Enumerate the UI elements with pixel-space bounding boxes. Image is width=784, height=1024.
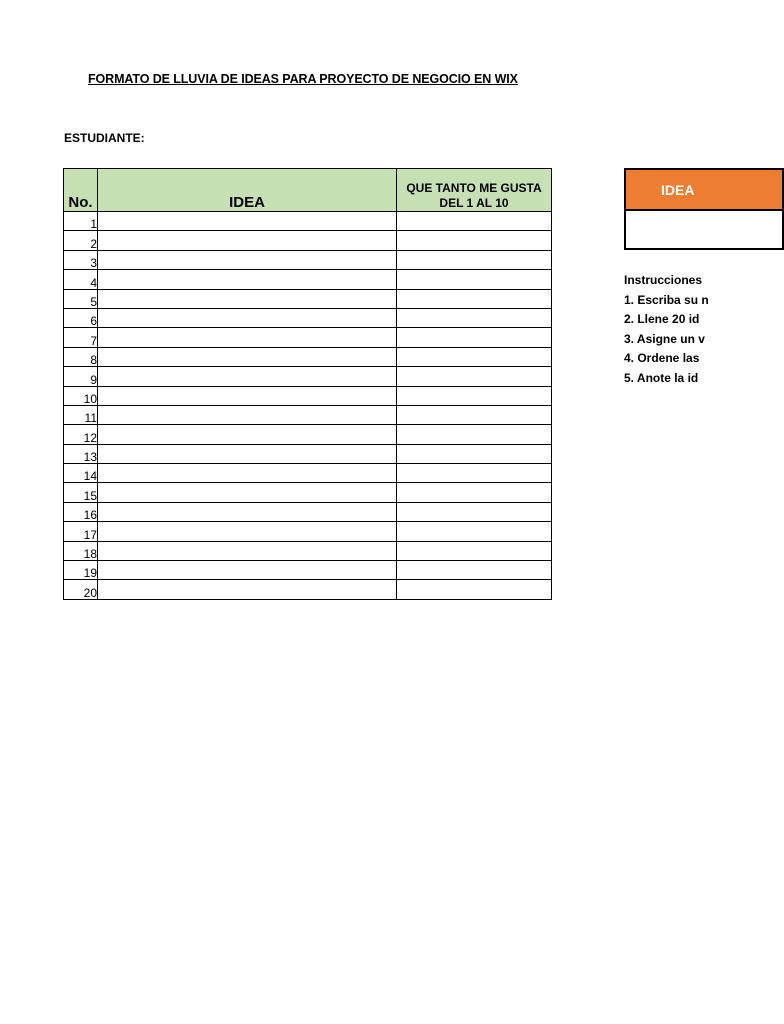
- table-row: [64, 405, 552, 424]
- document-title: FORMATO DE LLUVIA DE IDEAS PARA PROYECTO DE NEGOCIO EN WIX: [88, 72, 518, 86]
- rating-cell[interactable]: [397, 270, 552, 289]
- idea-cell[interactable]: [98, 308, 397, 327]
- idea-cell[interactable]: [98, 580, 397, 599]
- instructions: [624, 272, 709, 389]
- row-number: 12: [64, 425, 98, 444]
- table-row: [64, 444, 552, 463]
- side-idea-box: [624, 168, 784, 250]
- row-number: 7: [64, 328, 98, 347]
- side-idea-header: IDEA: [626, 170, 782, 211]
- row-number: 18: [64, 541, 98, 560]
- side-idea-value[interactable]: [626, 211, 782, 248]
- idea-cell[interactable]: [98, 270, 397, 289]
- table-row: [64, 289, 552, 308]
- instructions-heading: Instrucciones: [624, 273, 703, 287]
- side-panel: [624, 0, 709, 1024]
- table-row: [64, 250, 552, 269]
- rating-cell[interactable]: [397, 308, 552, 327]
- row-number: 3: [64, 250, 98, 269]
- rating-cell[interactable]: [397, 231, 552, 250]
- idea-cell[interactable]: [98, 444, 397, 463]
- rating-cell[interactable]: [397, 367, 552, 386]
- table-row: [64, 386, 552, 405]
- table-row: [64, 502, 552, 521]
- row-number: 10: [64, 386, 98, 405]
- rating-cell[interactable]: [397, 444, 552, 463]
- rating-cell[interactable]: [397, 483, 552, 502]
- table-row: [64, 483, 552, 502]
- idea-cell[interactable]: [98, 289, 397, 308]
- rating-cell[interactable]: [397, 580, 552, 599]
- idea-cell[interactable]: [98, 561, 397, 580]
- rating-cell[interactable]: [397, 561, 552, 580]
- row-number: 16: [64, 502, 98, 521]
- student-label: ESTUDIANTE:: [64, 131, 145, 145]
- idea-cell[interactable]: [98, 464, 397, 483]
- instruction-step: 4. Ordene las: [624, 351, 700, 366]
- rating-cell[interactable]: [397, 541, 552, 560]
- row-number: 4: [64, 270, 98, 289]
- rating-cell[interactable]: [397, 522, 552, 541]
- instruction-step: 5. Anote la id: [624, 370, 699, 385]
- table-row: [64, 425, 552, 444]
- row-number: 2: [64, 231, 98, 250]
- table-row: [64, 212, 552, 231]
- rating-cell[interactable]: [397, 425, 552, 444]
- header-rating-line2: DEL 1 AL 10: [439, 196, 509, 210]
- idea-cell[interactable]: [98, 250, 397, 269]
- idea-cell[interactable]: [98, 483, 397, 502]
- idea-cell[interactable]: [98, 502, 397, 521]
- rating-cell[interactable]: [397, 347, 552, 366]
- header-rating: [397, 169, 552, 212]
- idea-cell[interactable]: [98, 405, 397, 424]
- row-number: 19: [64, 561, 98, 580]
- idea-cell[interactable]: [98, 425, 397, 444]
- row-number: 11: [64, 405, 98, 424]
- idea-cell[interactable]: [98, 212, 397, 231]
- row-number: 6: [64, 308, 98, 327]
- table-row: [64, 541, 552, 560]
- idea-cell[interactable]: [98, 347, 397, 366]
- header-no: No.: [64, 169, 98, 212]
- table-header-row: [64, 169, 552, 212]
- rating-cell[interactable]: [397, 212, 552, 231]
- header-idea: IDEA: [98, 169, 397, 212]
- rating-cell[interactable]: [397, 502, 552, 521]
- idea-cell[interactable]: [98, 522, 397, 541]
- header-rating-line1: QUE TANTO ME GUSTA: [406, 181, 542, 195]
- idea-cell[interactable]: [98, 541, 397, 560]
- table-row: [64, 328, 552, 347]
- table-row: [64, 464, 552, 483]
- row-number: 9: [64, 367, 98, 386]
- table-row: [64, 270, 552, 289]
- rating-cell[interactable]: [397, 328, 552, 347]
- rating-cell[interactable]: [397, 289, 552, 308]
- table-row: [64, 308, 552, 327]
- table-row: [64, 347, 552, 366]
- row-number: 14: [64, 464, 98, 483]
- table-row: [64, 367, 552, 386]
- row-number: 15: [64, 483, 98, 502]
- row-number: 13: [64, 444, 98, 463]
- rating-cell[interactable]: [397, 250, 552, 269]
- rating-cell[interactable]: [397, 405, 552, 424]
- table-row: [64, 580, 552, 599]
- row-number: 17: [64, 522, 98, 541]
- table-row: [64, 522, 552, 541]
- idea-cell[interactable]: [98, 328, 397, 347]
- instruction-step: 2. Llene 20 id: [624, 312, 700, 327]
- instruction-step: 3. Asigne un v: [624, 331, 705, 346]
- rating-cell[interactable]: [397, 386, 552, 405]
- table-row: [64, 231, 552, 250]
- idea-cell[interactable]: [98, 231, 397, 250]
- rating-cell[interactable]: [397, 464, 552, 483]
- row-number: 8: [64, 347, 98, 366]
- idea-cell[interactable]: [98, 386, 397, 405]
- row-number: 20: [64, 580, 98, 599]
- idea-cell[interactable]: [98, 367, 397, 386]
- row-number: 1: [64, 212, 98, 231]
- row-number: 5: [64, 289, 98, 308]
- table-row: [64, 561, 552, 580]
- instruction-step: 1. Escriba su n: [624, 293, 709, 307]
- ideas-table: [63, 168, 552, 600]
